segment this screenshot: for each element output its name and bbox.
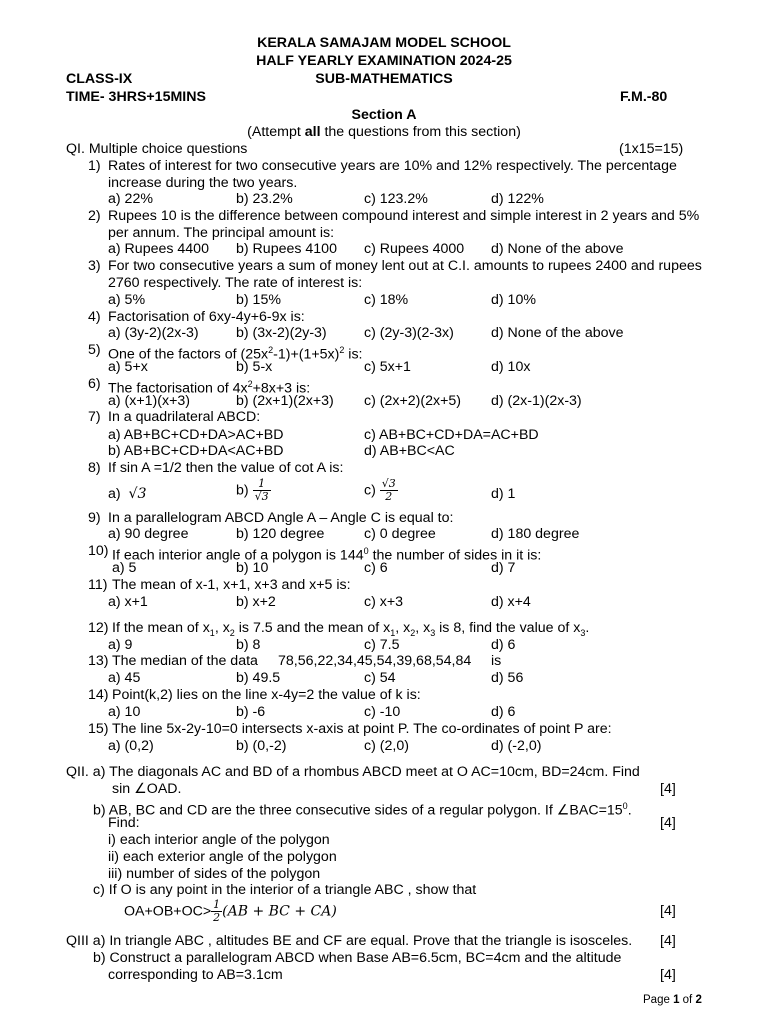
mcq-option: c) x+3: [364, 594, 404, 610]
mcq-option: c) 0 degree: [364, 526, 436, 542]
mcq-option: a) AB+BC+CD+DA>AC+BD: [108, 427, 284, 443]
mcq-option: b) (2x+1)(2x+3): [236, 393, 334, 409]
mcq-question: The line 5x-2y-10=0 intersects x-axis at point P. The co-ordinates of point P are:: [112, 721, 612, 737]
mcq-question: Rates of interest for two consecutive years are 10% and 12% respectively. The percentage: [108, 158, 677, 174]
mcq-number: 6): [88, 376, 101, 392]
mcq-option: d) 10%: [491, 292, 536, 308]
mcq-question: In a parallelogram ABCD Angle A – Angle C is equal to:: [108, 510, 454, 526]
mcq-question: is: [491, 653, 502, 669]
mcq-option: d) 1: [491, 486, 516, 502]
mcq-option: a) Rupees 4400: [108, 241, 209, 257]
fraction-sqrt3-over-2: $\frac{√3}{2}$: [381, 477, 396, 503]
mcq-option: c) 6: [364, 560, 388, 576]
mcq-number: 10): [88, 543, 109, 559]
mcq-number: 13): [88, 653, 109, 669]
sqrt3-expression: √3: [128, 486, 147, 502]
mcq-option: a) 9: [108, 637, 133, 653]
school-name: KERALA SAMAJAM MODEL SCHOOL: [257, 35, 511, 51]
mcq-option: c) (2,0): [364, 738, 409, 754]
marks-badge: [4]: [660, 815, 676, 831]
section-instruction: (Attempt all the questions from this section): [247, 124, 521, 140]
mcq-option: a) √3: [108, 486, 147, 502]
mcq-question: If sin A =1/2 then the value of cot A is:: [108, 460, 344, 476]
q2b-text: b) AB, BC and CD are the three consecutive sides of a regular polygon. If $\angle BAC=15^0$.: [93, 801, 632, 819]
mcq-option: d) 56: [491, 670, 524, 686]
exam-title: HALF YEARLY EXAMINATION 2024-25: [256, 53, 512, 69]
mcq-option: b) (3x-2)(2y-3): [236, 325, 327, 341]
class-label: CLASS-IX: [66, 71, 133, 87]
mcq-option: a) (0,2): [108, 738, 154, 754]
mcq-number: 7): [88, 409, 101, 425]
mcq-option: a) 5+x: [108, 359, 148, 375]
mcq-question: 2760 respectively. The rate of interest is:: [108, 275, 363, 291]
mcq-option: b) 23.2%: [236, 191, 293, 207]
mcq-question: For two consecutive years a sum of money lent out at C.I. amounts to rupees 2400 and rupees: [108, 258, 702, 274]
mcq-question: Rupees 10 is the difference between compound interest and simple interest in 2 years and 5%: [108, 208, 700, 224]
mcq-question: If each interior angle of a polygon is $144^0$ the number of sides in it is:: [112, 546, 542, 564]
mcq-option: b) 120 degree: [236, 526, 325, 542]
mcq-option: d) 122%: [491, 191, 544, 207]
mcq-number: 8): [88, 460, 101, 476]
mcq-option: d) AB+BC<AC: [364, 443, 455, 459]
mcq-option: d) x+4: [491, 594, 531, 610]
mcq-option: d) 7: [491, 560, 516, 576]
q2b-subitem: ii) each exterior angle of the polygon: [108, 849, 337, 865]
mcq-option: c) 5x+1: [364, 359, 411, 375]
mcq-option: d) None of the above: [491, 325, 624, 341]
mcq-number: 9): [88, 510, 101, 526]
time-label: TIME- 3HRS+15MINS: [66, 89, 206, 105]
mcq-question: increase during the two years.: [108, 175, 298, 191]
q3b-text: b) Construct a parallelogram ABCD when Base AB=6.5cm, BC=4cm and the altitude: [93, 950, 622, 966]
q3a-text: QIII a) In triangle ABC , altitudes BE and CF are equal. Prove that the triangle is isosceles.: [66, 933, 633, 949]
mcq-option: b) AB+BC+CD+DA<AC+BD: [108, 443, 284, 459]
mcq-question: One of the factors of $(25x^2-1)+(1+5x)^2$ is:: [108, 345, 363, 363]
mcq-question: per annum. The principal amount is:: [108, 225, 335, 241]
mcq-option: a) 22%: [108, 191, 153, 207]
mcq-option: a) 90 degree: [108, 526, 189, 542]
mcq-option: a) 45: [108, 670, 141, 686]
mcq-option: c) 54: [364, 670, 396, 686]
mcq-option: b) 10: [236, 560, 269, 576]
mcq-option: c) 123.2%: [364, 191, 428, 207]
mcq-option: a) 5%: [108, 292, 146, 308]
mcq-option: c) AB+BC+CD+DA=AC+BD: [364, 427, 539, 443]
mcq-number: 2): [88, 208, 101, 224]
mcq-question: The median of the data: [112, 653, 258, 669]
section-title: Section A: [351, 107, 417, 123]
page-indicator: Page 1 of 2: [643, 994, 702, 1006]
mcq-option: b) x+2: [236, 594, 276, 610]
mcq-number: 4): [88, 309, 101, 325]
mcq-question: The mean of x-1, x+1, x+3 and x+5 is:: [112, 577, 351, 593]
mcq-question: The factorisation of $4x^2+8x+3$ is:: [108, 379, 311, 397]
mcq-number: 1): [88, 158, 101, 174]
q2b-subitem: i) each interior angle of the polygon: [108, 832, 330, 848]
mcq-option: b) 8: [236, 637, 261, 653]
mcq-option: d) 6: [491, 704, 516, 720]
mcq-option: d) 6: [491, 637, 516, 653]
q2c-inequality: OA+OB+OC> $\frac{1}{2}$ (AB + BC + CA): [124, 898, 337, 924]
mcq-number: 15): [88, 721, 109, 737]
mcq-option: c) $\frac{√3}{2}$: [364, 477, 396, 503]
q1-heading: QI. Multiple choice questions: [66, 141, 248, 157]
q1-marks: (1x15=15): [619, 141, 684, 157]
mcq-option: a) (x+1)(x+3): [108, 393, 190, 409]
mcq-option: c) 7.5: [364, 637, 400, 653]
mcq-number: 11): [88, 577, 108, 593]
mcq-option: c) -10: [364, 704, 401, 720]
marks-badge: [4]: [660, 903, 676, 919]
fraction-half: $\frac{1}{2}$: [213, 898, 221, 924]
mcq-option: c) Rupees 4000: [364, 241, 465, 257]
mcq-number: 14): [88, 687, 109, 703]
mcq-question: Factorisation of 6xy-4y+6-9x is:: [108, 309, 305, 325]
q2a-text: sin ∠OAD.: [112, 781, 182, 797]
mcq-option: d) 10x: [491, 359, 531, 375]
mcq-question: In a quadrilateral ABCD:: [108, 409, 261, 425]
fraction-1-over-sqrt3: $\frac{1}{√3}$: [254, 477, 269, 503]
mcq-option: a) (3y-2)(2x-3): [108, 325, 199, 341]
mcq-option: a) 5: [112, 560, 137, 576]
mcq-number: 3): [88, 258, 101, 274]
full-marks-label: F.M.-80: [620, 89, 668, 105]
mcq-number: 12): [88, 620, 109, 636]
mcq-question: Point(k,2) lies on the line x-4y=2 the value of k is:: [112, 687, 421, 703]
mcq-question: If the mean of $x_1$, $x_2$ is 7.5 and the mean of $x_1$, $x_2$, $x_3$ is 8, find the value of $x_3$.: [112, 620, 590, 638]
mcq-option: d) None of the above: [491, 241, 624, 257]
marks-badge: [4]: [660, 967, 676, 983]
median-data-values: 78,56,22,34,45,54,39,68,54,84: [278, 653, 472, 669]
mcq-option: b) 5-x: [236, 359, 273, 375]
subject-label: SUB-MATHEMATICS: [315, 71, 453, 87]
marks-badge: [4]: [660, 933, 676, 949]
marks-badge: [4]: [660, 781, 676, 797]
mcq-option: c) (2y-3)(2-3x): [364, 325, 454, 341]
mcq-option: d) (-2,0): [491, 738, 542, 754]
q2b-subitem: iii) number of sides of the polygon: [108, 866, 321, 882]
mcq-option: c) 18%: [364, 292, 409, 308]
mcq-option: b) 15%: [236, 292, 281, 308]
mcq-option: b) 49.5: [236, 670, 281, 686]
q2a-text: QII. a) The diagonals AC and BD of a rhombus ABCD meet at O AC=10cm, BD=24cm. Find: [66, 764, 640, 780]
mcq-option: c) (2x+2)(2x+5): [364, 393, 461, 409]
mcq-option: a) x+1: [108, 594, 148, 610]
mcq-option: d) 180 degree: [491, 526, 580, 542]
q2c-text: c) If O is any point in the interior of a triangle ABC , show that: [93, 882, 477, 898]
mcq-option: b) (0,-2): [236, 738, 287, 754]
mcq-option: b) Rupees 4100: [236, 241, 337, 257]
q3b-text: corresponding to AB=3.1cm: [108, 967, 283, 983]
mcq-option: a) 10: [108, 704, 141, 720]
mcq-option: b) -6: [236, 704, 266, 720]
q2b-text: Find:: [108, 815, 140, 831]
mcq-number: 5): [88, 342, 101, 358]
mcq-option: b) $\frac{1}{√3}$: [236, 477, 269, 503]
mcq-option: d) (2x-1)(2x-3): [491, 393, 582, 409]
